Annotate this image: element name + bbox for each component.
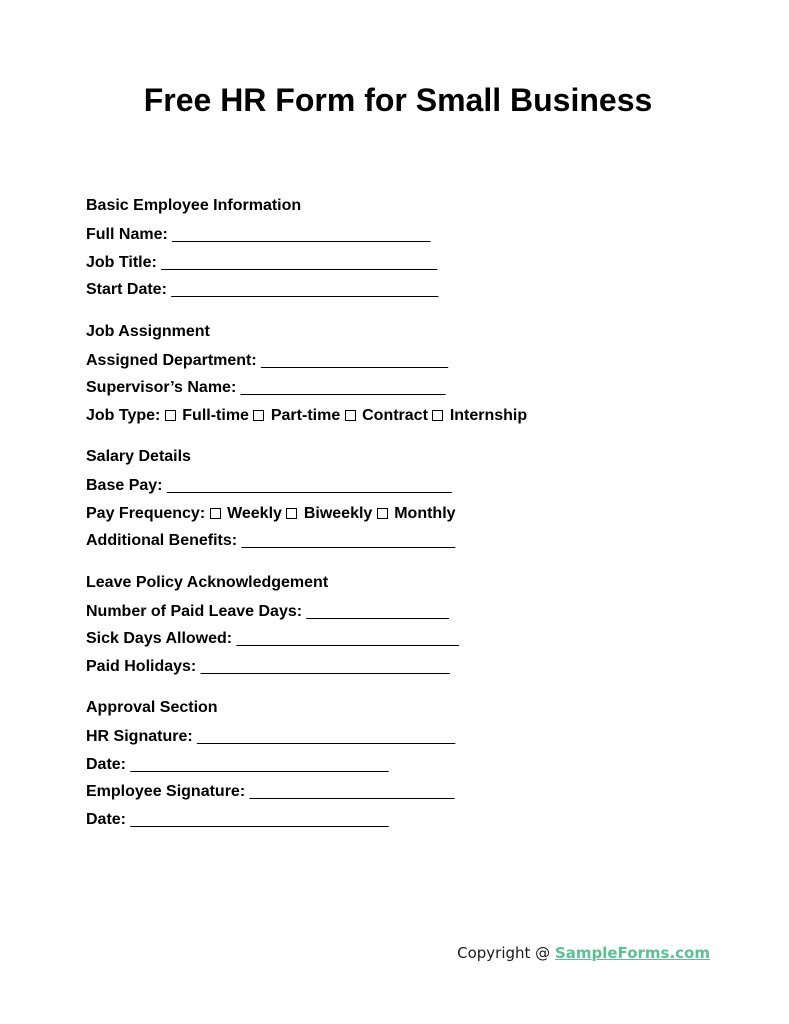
option-label: Monthly (394, 504, 456, 522)
field-label: Full Name: (86, 226, 168, 243)
field-label: Employee Signature: (86, 783, 246, 800)
field-employee-date[interactable] (86, 806, 726, 834)
field-hr-date[interactable] (86, 751, 726, 779)
option-label: Weekly (227, 504, 282, 522)
field-supervisor-name[interactable] (86, 374, 726, 402)
field-label: Number of Paid Leave Days: (86, 602, 303, 620)
blank-line[interactable]: _________________________ (236, 630, 460, 647)
checkbox-internship[interactable] (432, 410, 443, 421)
field-label: Date: (86, 755, 127, 773)
field-label: Assigned Department: (86, 351, 257, 369)
checkbox-part-time[interactable] (253, 410, 264, 421)
field-label: Supervisor’s Name: (86, 379, 237, 396)
copyright-footer (457, 942, 710, 964)
blank-line[interactable]: _____________________ (261, 351, 449, 369)
section-heading: Basic Employee Information (86, 197, 302, 214)
section-salary-details (86, 445, 726, 555)
field-job-type (86, 402, 726, 430)
field-label: HR Signature: (86, 728, 193, 745)
field-full-name[interactable] (86, 221, 726, 249)
checkbox-full-time[interactable] (165, 410, 176, 421)
section-heading: Salary Details (86, 448, 191, 465)
field-hr-signature[interactable] (86, 723, 726, 751)
field-label: Pay Frequency: (86, 504, 206, 522)
field-label: Date: (86, 810, 127, 828)
blank-line[interactable]: _____________________________ (197, 728, 456, 745)
field-job-title[interactable] (86, 249, 726, 277)
form-body (86, 194, 726, 849)
checkbox-monthly[interactable] (377, 508, 388, 519)
checkbox-weekly[interactable] (210, 508, 221, 519)
field-label: Job Title: (86, 253, 157, 271)
field-employee-signature[interactable] (86, 778, 726, 806)
checkbox-biweekly[interactable] (286, 508, 297, 519)
blank-line[interactable]: _______________________ (240, 379, 446, 396)
field-label: Job Type: (86, 406, 161, 424)
field-pay-frequency (86, 500, 726, 528)
blank-line[interactable]: ________________ (306, 602, 449, 620)
section-basic-employee-information (86, 194, 726, 304)
section-leave-policy (86, 571, 726, 681)
field-label: Additional Benefits: (86, 532, 238, 549)
sampleforms-link[interactable]: SampleForms.com (554, 944, 710, 962)
option-label: Biweekly (303, 504, 373, 522)
field-label: Paid Holidays: (86, 657, 197, 675)
blank-line[interactable]: _____________________________ (130, 755, 389, 773)
option-label: Internship (449, 406, 528, 424)
blank-line[interactable]: _____________________________ (172, 226, 431, 243)
blank-line[interactable]: _______________________________ (161, 253, 438, 271)
section-heading: Job Assignment (86, 322, 210, 340)
section-heading: Approval Section (86, 699, 218, 716)
blank-line[interactable]: ______________________________ (171, 281, 439, 298)
option-label: Full-time (182, 406, 249, 424)
section-heading: Leave Policy Acknowledgement (86, 573, 329, 591)
field-assigned-department[interactable] (86, 347, 726, 375)
field-start-date[interactable] (86, 276, 726, 304)
field-additional-benefits[interactable] (86, 527, 726, 555)
checkbox-contract[interactable] (345, 410, 356, 421)
section-job-assignment (86, 320, 726, 430)
field-paid-leave-days[interactable] (86, 598, 726, 626)
blank-line[interactable]: ________________________________ (166, 477, 452, 494)
blank-line[interactable]: ________________________ (241, 532, 456, 549)
field-label: Sick Days Allowed: (86, 630, 233, 647)
field-label: Base Pay: (86, 477, 163, 494)
section-approval (86, 696, 726, 833)
page-title: Free HR Form for Small Business (143, 82, 653, 118)
field-paid-holidays[interactable] (86, 653, 726, 681)
blank-line[interactable]: _____________________________ (130, 810, 389, 828)
field-sick-days-allowed[interactable] (86, 625, 726, 653)
field-base-pay[interactable] (86, 472, 726, 500)
option-label: Contract (362, 406, 428, 424)
blank-line[interactable]: ____________________________ (200, 657, 450, 675)
option-label: Part-time (270, 406, 341, 424)
blank-line[interactable]: _______________________ (249, 783, 455, 800)
copyright-text: Copyright @ (457, 944, 555, 962)
field-label: Start Date: (86, 281, 167, 298)
